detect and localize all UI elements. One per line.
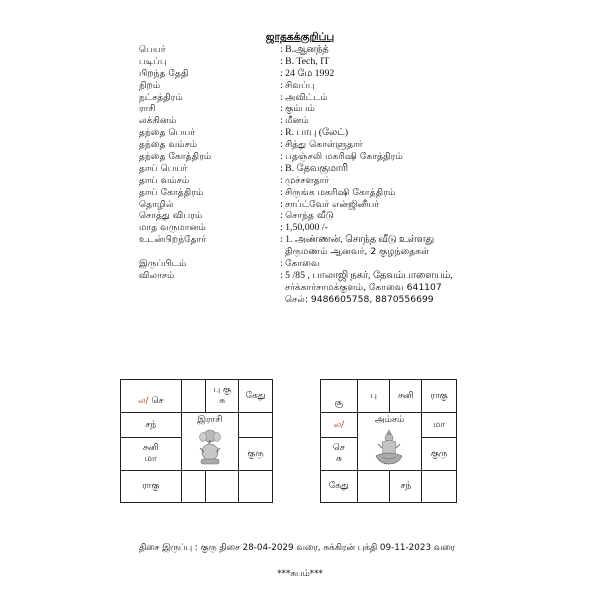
rasi-house-7 — [206, 471, 239, 503]
field-label: தந்தை வம்சம் — [139, 139, 198, 151]
field-row — [139, 210, 519, 222]
rasi-house-8 — [181, 471, 206, 503]
field-label: தொழில் — [139, 198, 174, 210]
footer-subham: ***சுபம்*** — [277, 569, 323, 579]
field-value: : சித்து கொள்ளுதார் — [280, 139, 363, 151]
rasi-center-label: இராசி — [197, 415, 223, 425]
field-label: தாய் கோத்திரம் — [139, 186, 204, 198]
field-value: : பதஞ்சலி மகரிஷி கோத்திரம் — [280, 151, 403, 163]
field-value: : சிருங்க மகரிஷி கோத்திரம் — [280, 186, 396, 198]
field-label: லக்கினம் — [139, 115, 177, 127]
field-row — [139, 258, 519, 270]
field-label: உடன்பிறந்தோர் — [139, 234, 207, 246]
amsam-house-3: ராகு — [422, 380, 457, 413]
field-label — [139, 246, 280, 258]
details-list — [139, 44, 519, 306]
rasi-house-5: குரு — [239, 438, 273, 471]
dasa-text: குரு திசை 28-04-2029 வரை, சுக்கிரன் புக்தி 09-11-2023 வரை — [200, 543, 456, 553]
field-row — [139, 163, 519, 175]
field-row — [139, 270, 519, 282]
rasi-house-9: ராகு — [121, 471, 182, 503]
field-value: : கும்பம் — [280, 103, 315, 115]
field-label: பெயர் — [139, 44, 166, 55]
field-value: : கோவை — [280, 258, 320, 270]
field-label: மாத வருமானம் — [139, 222, 206, 234]
field-label: தாய் வம்சம் — [139, 174, 190, 186]
amsam-house-12: சூ — [321, 380, 358, 413]
field-label: பிறந்த தேதி — [139, 67, 189, 79]
amsam-house-5: குரு — [422, 438, 457, 471]
rasi-house-4 — [239, 413, 273, 438]
field-label: தந்தை கோத்திரம் — [139, 151, 212, 163]
amsam-center-label: அம்சம் — [374, 415, 405, 425]
field-row-continuation — [139, 282, 519, 294]
field-row — [139, 127, 519, 139]
field-value: : அவிட்டம் — [280, 91, 328, 103]
dasa-balance: திசை இருப்பு : குரு திசை 28-04-2029 வரை, சுக்கிரன் புக்தி 09-11-2023 வரை — [139, 543, 456, 553]
field-label — [139, 282, 280, 294]
field-value: : முச்சளதார் — [280, 174, 330, 186]
rasi-house-1 — [181, 380, 206, 413]
field-value: : 24 மே 1992 — [280, 67, 335, 79]
field-row-continuation — [139, 246, 519, 258]
field-row — [139, 139, 519, 151]
amsam-house-8 — [357, 471, 390, 503]
document-title: ஜாதகக்குறிப்பு — [265, 31, 335, 43]
rasi-center — [181, 413, 239, 471]
field-row — [139, 234, 519, 246]
field-row — [139, 56, 519, 68]
field-value: : 1,50,000 /- — [280, 222, 328, 234]
field-row — [139, 115, 519, 127]
field-value: சர்க்கார்சாமக்குளம், கோவை 641107 — [285, 281, 442, 293]
field-row — [139, 222, 519, 234]
field-row — [139, 92, 519, 104]
rasi-house-12: ல/ செ — [121, 380, 182, 413]
rasi-house-2: பு கு சு — [206, 380, 239, 413]
amsam-house-4: மா — [422, 413, 457, 438]
dasa-label: திசை இருப்பு — [139, 543, 193, 553]
field-label: சொத்து விபரம் — [139, 210, 203, 222]
rasi-chart — [120, 379, 273, 503]
field-value: : சிவப்பு — [280, 79, 315, 91]
rasi-house-6 — [239, 471, 273, 503]
amsam-house-9: கேது — [321, 471, 358, 503]
field-value: செல்: 9486605758, 8870556699 — [285, 293, 434, 305]
field-value: : 5 /85 , பாலாஜி நகர், தேவம்பாளையம், — [280, 269, 453, 281]
ganesha-icon — [197, 428, 223, 466]
field-value: : சொந்த வீடு — [280, 210, 334, 222]
amsam-house-11-lagna: ல/ — [321, 413, 358, 438]
field-value: : B.ஆனந்த் — [280, 44, 329, 55]
amsam-chart — [320, 379, 457, 503]
lakshmi-icon — [374, 428, 404, 466]
field-row — [139, 44, 519, 56]
field-value: : B. தேவகுமாரி — [280, 162, 348, 174]
amsam-center — [357, 413, 421, 471]
field-value: : B. Tech, IT — [280, 55, 330, 67]
lagna-marker: ல/ — [138, 396, 149, 406]
field-value: திருமணம் ஆனவர், 2 குழந்தைகள் — [285, 246, 430, 258]
field-label: நிறம் — [139, 79, 161, 91]
field-row — [139, 80, 519, 92]
field-value: : மீனம் — [280, 115, 309, 127]
field-row — [139, 151, 519, 163]
field-label: தந்தை பெயர் — [139, 127, 196, 139]
amsam-house-1: பு — [357, 380, 390, 413]
amsam-house-2: சனி — [390, 380, 422, 413]
field-value: : 1. அண்ணன், சொந்த வீடு உள்ளது — [280, 234, 435, 246]
field-label: விலாசம் — [139, 269, 175, 281]
field-label — [139, 294, 280, 306]
field-row-continuation — [139, 294, 519, 306]
field-row — [139, 103, 519, 115]
field-value: : R. பாபு (லேட்) — [280, 127, 349, 139]
field-row — [139, 199, 519, 211]
field-row — [139, 175, 519, 187]
rasi-house-3: கேது — [239, 380, 273, 413]
field-label: ராசி — [139, 103, 156, 115]
field-label: படிப்பு — [139, 55, 167, 67]
amsam-house-7: சந் — [390, 471, 422, 503]
rasi-house-10: சனி மா — [121, 438, 182, 471]
field-row — [139, 68, 519, 80]
field-label: இருப்பிடம் — [139, 258, 187, 270]
rasi-house-11: சந் — [121, 413, 182, 438]
field-row — [139, 187, 519, 199]
field-label: நட்சத்திரம் — [139, 91, 183, 103]
amsam-house-10: செ சு — [321, 438, 358, 471]
amsam-house-6 — [422, 471, 457, 503]
field-label: தாய் பெயர் — [139, 162, 188, 174]
field-value: : சாப்ட்வேர் என்ஜினீயர் — [280, 198, 380, 210]
